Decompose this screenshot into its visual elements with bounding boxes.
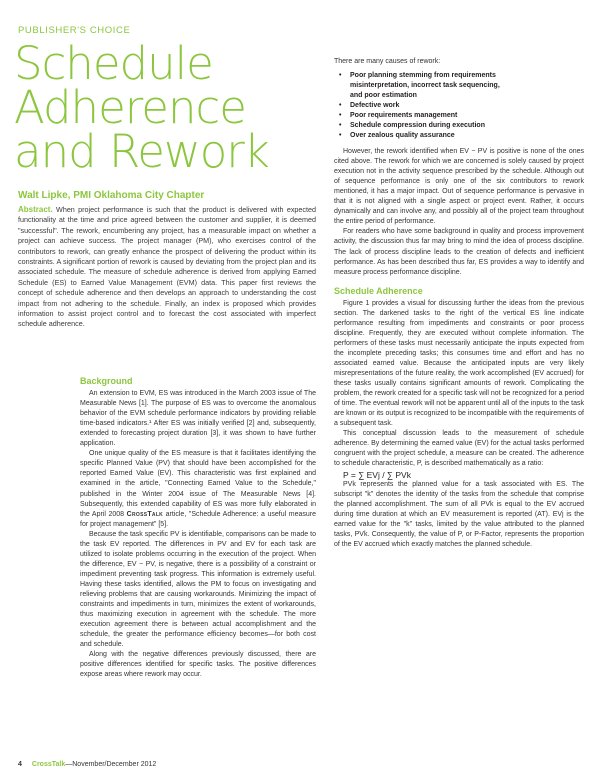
background-paragraph-2: [80, 449, 316, 529]
schedule-adherence-paragraph-1: Figure 1 provides a visual for discussing further the ideas from the previous section. The darkened tasks to the right of the vertical ES line indicate performance resulting from impediments and constraints or poor process discipline. Frequently, they are executed without complete information. The performers of these tasks must necessarily anticipate the inputs expected from the incomplete preceding tasks; this consumes time and effort and has no associated earned value. Because the anticipated inputs are very likely misrepresentations of the future reality, the work accomplished (EV accrued) for these tasks usually contains significant amounts of rework. Complicating the problem, the rework created for a specific task will not be recognized for a period of time. The eventual rework will not be apparent until all of the inputs to the task are known or its output is recognized to be incompatible with the requirements of a subsequent task.: [334, 299, 584, 428]
section-kicker: PUBLISHER'S CHOICE: [18, 25, 131, 36]
background-paragraph-1: An extension to EVM, ES was introduced in the March 2003 issue of The Measurable News [1]. The purpose of ES was to overcome the anomalous behavior of the EVM schedule performance indicators by providing reliable time-based indicators.¹ After ES was initially verified [2] and, subsequently, extended to forecasting project duration [3], it was shown to have further application.: [80, 390, 316, 448]
crosstalk-brand: CrossTalk: [126, 510, 164, 518]
title-line-3: and Rework: [14, 125, 269, 178]
title-line-2: Adherence: [14, 81, 246, 134]
abstract-text: When project performance is such that the product is delivered with expected functionality at the time and price agreed between the customer and supplier, it is deemed "successful". The rework, encumbering any project, has a measurable impact on whether a project can achieve success. The project manager (PM), who exercises control of the contributors to rework, can greatly enhance the prospect of delivering the product within its constraints. A significant portion of rework is caused by deviating from the project plan and its associated schedule. The measure of schedule adherence is derived from applying Earned Schedule (ES) to Earned Value Management (EVM) data. This paper first reviews the concept of schedule adherence and then develops an approach to understanding the cost impact from not adhering to the schedule. Finally, an index is proposed which provides information to assist project control and to forecast the cost associated with imperfect schedule adherence.: [18, 205, 316, 329]
rework-paragraph-2: For readers who have some background in quality and process improvement activity, the discussion thus far may bring to mind the idea of process discipline. The lack of process discipline leads to the creation of defects and inefficient performance. As has been described thus far, ES provides a way to identify and measure process performance discipline.: [334, 228, 584, 276]
rework-intro: There are many causes of rework:: [334, 58, 441, 65]
background-heading: Background: [80, 376, 133, 386]
title-line-1: Schedule: [14, 37, 213, 90]
page-number: 4: [18, 761, 22, 768]
author-byline: Walt Lipke, PMI Oklahoma City Chapter: [18, 190, 205, 201]
article-title: [14, 37, 324, 178]
abstract-label: Abstract.: [18, 205, 53, 214]
background-paragraph-2b: article, "Schedule Adherence: a useful measure for project management" [5].: [80, 510, 316, 528]
rework-paragraph-1: However, the rework identified when EV − PV is positive is none of the ones cited above. The rework for which we are concerned is solely caused by project execution not in the activity sequence prescribed by the schedule. Although out of sequence performance is only one of the six contributors to rework mentioned, it has a major impact. Out of sequence performance is pervasive in that it is not aligned with a single aspect or project event. Rather, it occurs dynamically and can involve any, and possibly all of the project team throughout the entire period of performance.: [334, 148, 584, 226]
list-item: • Over zealous quality assurance: [346, 131, 584, 141]
background-paragraph-4: Along with the negative differences previously discussed, there are positive differences identified for specific tasks. The positive differences expose areas where rework may occur.: [80, 651, 316, 679]
magazine-name: CrossTalk: [31, 761, 66, 768]
right-column: [334, 57, 584, 550]
list-item: • Poor planning stemming from requirements misinterpretation, incorrect task sequencing, and poor estimation: [346, 71, 584, 101]
abstract: [18, 205, 316, 330]
background-paragraph-2a: One unique quality of the ES measure is that it facilitates identifying the specific Planned Value (PV) that should have been accomplished for the reported Earned Value (EV). This characteristic was first explained and examined in the article, "Connecting Earned Value to the Schedule," published in the Winter 2004 issue of The Measurable News [4]. Subsequently, this extended capability of ES was more fully elaborated in the April 2008: [80, 450, 316, 518]
list-item: • Schedule compression during execution: [346, 121, 584, 131]
background-paragraph-3: Because the task specific PV is identifiable, comparisons can be made to the task EV reported. The differences in PV and EV for each task are utilized to isolate problems occurring in the execution of the project. When the difference, EV − PV, is negative, there is a possibility of a constraint or impediment preventing task progress. This information is extremely useful. Having these tasks identified, allows the PM to focus on investigating and relieving problems that are causing workarounds. Minimizing the impact of constraints and impediments in turn, minimizes the extent of workarounds, thus maximizing execution in agreement with the schedule. The more execution agreement there is between actual accomplishment and the schedule, the greater the performance efficiency becomes—for both cost and schedule.: [80, 530, 316, 649]
list-item: • Defective work: [346, 101, 584, 111]
schedule-adherence-heading: Schedule Adherence: [334, 285, 423, 296]
schedule-adherence-paragraph-2: This conceptual discussion leads to the measurement of schedule adherence. By determining the earned value (EV) for the actual tasks performed congruent with the project schedule, a measure can be created. The adherence to schedule characteristic, P, is described mathematically as a ratio:: [334, 430, 584, 468]
rework-causes-list: [334, 71, 584, 141]
p-factor-formula: P = ∑ EVj / ∑ PVk: [343, 469, 411, 480]
schedule-adherence-paragraph-3: PVk represents the planned value for a task associated with ES. The subscript "k" denotes the identity of the tasks from the schedule that comprise the planned accomplishment. The sum of all PVk is equal to the EV accrued during time duration at which an EV measurement is reported (AT). EVj is the earned value for the "k" tasks, limited by the value attributed to the planned tasks, PVk. Consequently, the value of P, or P-Factor, represents the proportion of the EV accrued which exactly matches the planned schedule.: [334, 480, 584, 548]
left-column: [80, 376, 316, 680]
issue-date: —November/December 2012: [65, 761, 157, 768]
page-footer: [18, 761, 156, 768]
list-item: • Poor requirements management: [346, 111, 584, 121]
